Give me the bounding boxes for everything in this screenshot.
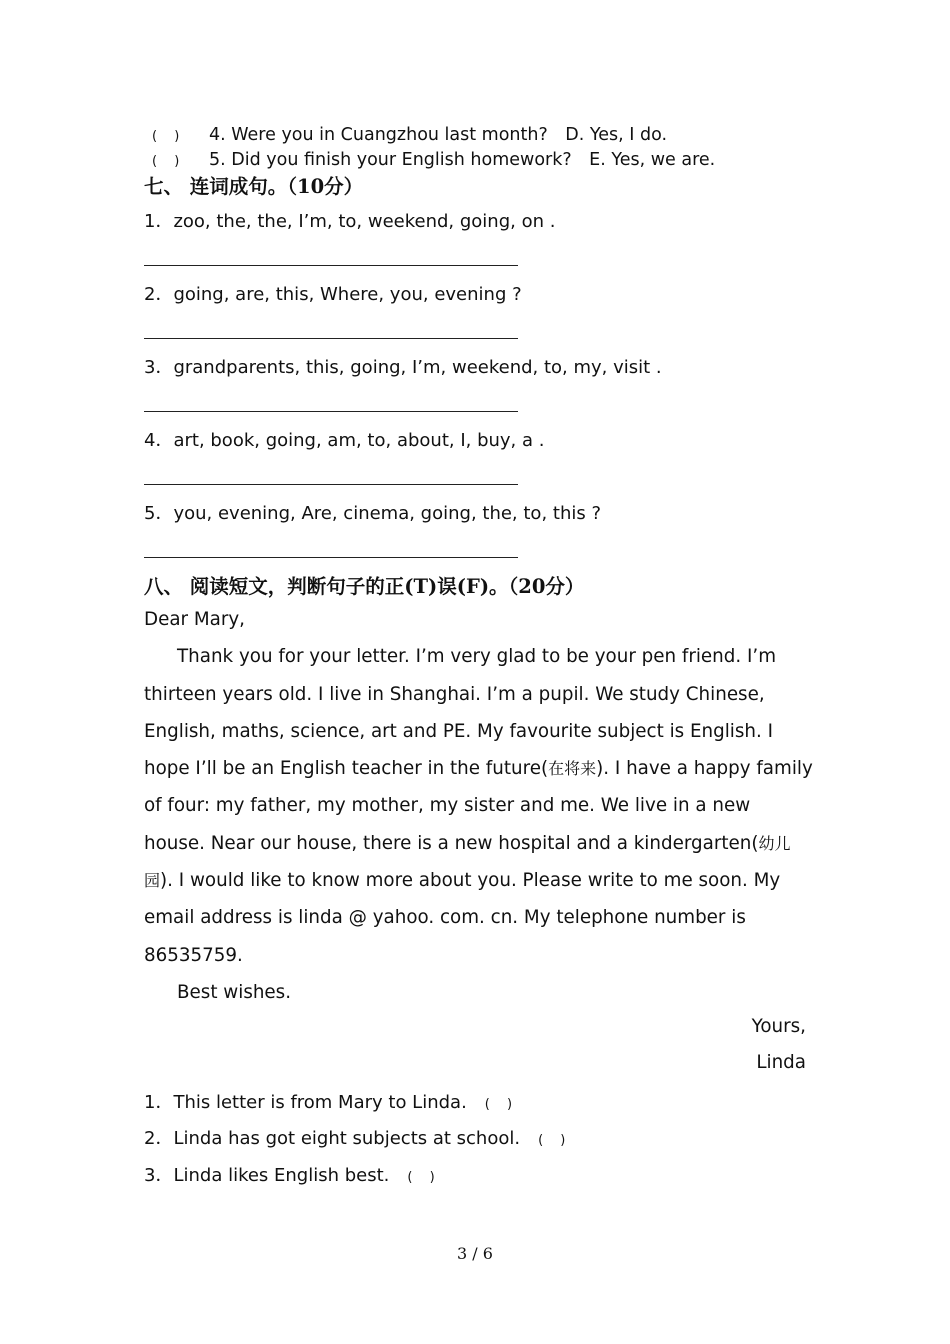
answer-line[interactable]: [144, 484, 518, 485]
sentence-question: 1．zoo, the, the, I’m, to, weekend, going, on .: [144, 211, 556, 232]
answer-paren[interactable]: ( ): [152, 154, 180, 169]
true-false-question: 3．Linda likes English best. ( ): [144, 1165, 435, 1186]
page-number: 3 / 6: [457, 1244, 493, 1263]
answer-line[interactable]: [144, 557, 518, 558]
matching-text: 5. Did you finish your English homework? E. Yes, we are.: [209, 150, 716, 170]
answer-line[interactable]: [144, 411, 518, 412]
true-false-question: 1．This letter is from Mary to Linda. ( ): [144, 1092, 513, 1113]
sentence-question: 3．grandparents, this, going, I’m, weekend, to, my, visit .: [144, 357, 662, 378]
reading-letter: [144, 601, 814, 1011]
letter-greeting: Dear Mary,: [144, 609, 245, 630]
matching-row: [152, 121, 667, 146]
answer-paren[interactable]: ( ): [484, 1097, 513, 1112]
letter-body: Thank you for your letter. I’m very glad to be your pen friend. I’m thirteen years old. I live in Shanghai. I’m a pupil. We study Chinese, English, maths, science, art and PE. My favourite subject is English. I hope I’ll be an English teacher in the future(在将来). I have a happy family of four: my father, my mother, my sister and me. We live in a new house. Near our house, there is a new hospital and a kindergarten(幼儿园). I would like to know more about you. Please write to me soon. My email address is linda @ yahoo. com. cn. My telephone number is 86535759.: [144, 646, 813, 966]
letter-sign-yours: Yours,: [751, 1016, 806, 1037]
true-false-question: 2．Linda has got eight subjects at school. ( ): [144, 1128, 566, 1149]
answer-paren[interactable]: ( ): [407, 1170, 435, 1185]
matching-row: [152, 146, 715, 171]
section-8-title: 八、 阅读短文，判断句子的正(T)误(F)。（20分）: [144, 575, 585, 598]
section-7-title: 七、 连词成句。（10分）: [144, 175, 364, 198]
sentence-question: 4．art, book, going, am, to, about, I, buy, a .: [144, 430, 545, 451]
letter-closing: Best wishes.: [177, 981, 292, 1003]
answer-line[interactable]: [144, 338, 518, 339]
sentence-question: 2．going, are, this, Where, you, evening ?: [144, 284, 522, 305]
letter-sign-name: Linda: [756, 1052, 806, 1073]
answer-line[interactable]: [144, 265, 518, 266]
matching-text: 4. Were you in Cuangzhou last month? D. Yes, I do.: [209, 125, 668, 145]
sentence-question: 5．you, evening, Are, cinema, going, the, to, this ?: [144, 503, 602, 524]
answer-paren[interactable]: ( ): [152, 129, 180, 144]
answer-paren[interactable]: ( ): [538, 1133, 566, 1148]
